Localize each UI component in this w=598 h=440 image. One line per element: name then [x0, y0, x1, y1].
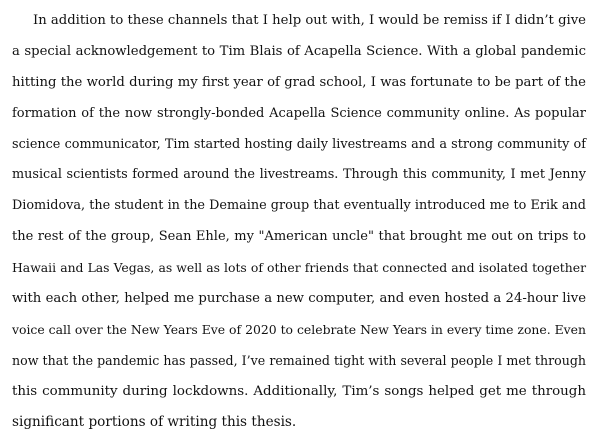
paragraph-line: hitting the world during my first year of grad school, I was fortunate to be part of the — [12, 74, 586, 90]
paragraph-line: In addition to these channels that I help out with, I would be remiss if I didn’t give — [33, 13, 586, 28]
paragraph-line: now that the pandemic has passed, I’ve remained tight with several people I met through — [12, 352, 586, 368]
paragraph-line: science communicator, Tim started hosting daily livestreams and a strong community of — [12, 136, 586, 152]
paragraph-line: Hawaii and Las Vegas, as well as lots of other friends that connected and isolated together — [12, 260, 586, 276]
paragraph-line: with each other, helped me purchase a new computer, and even hosted a 24-hour live — [12, 291, 586, 307]
paragraph-line: Diomidova, the student in the Demaine group that eventually introduced me to Erik and — [12, 198, 586, 214]
paragraph-line: this community during lockdowns. Additionally, Tim’s songs helped get me through — [12, 383, 586, 399]
acknowledgement-paragraph — [12, 8, 586, 440]
paragraph-line: the rest of the group, Sean Ehle, my "American uncle" that brought me out on trips to — [12, 229, 586, 245]
paragraph-line: formation of the now strongly-bonded Acapella Science community online. As popular — [12, 105, 586, 121]
paragraph-line: a special acknowledgement to Tim Blais of Acapella Science. With a global pandemic — [12, 43, 586, 59]
paragraph-line: musical scientists formed around the livestreams. Through this community, I met Jenny — [12, 167, 586, 183]
paragraph-line: significant portions of writing this thesis. — [12, 413, 297, 430]
paragraph-line: voice call over the New Years Eve of 2020 to celebrate New Years in every time zone. Even — [12, 321, 586, 337]
